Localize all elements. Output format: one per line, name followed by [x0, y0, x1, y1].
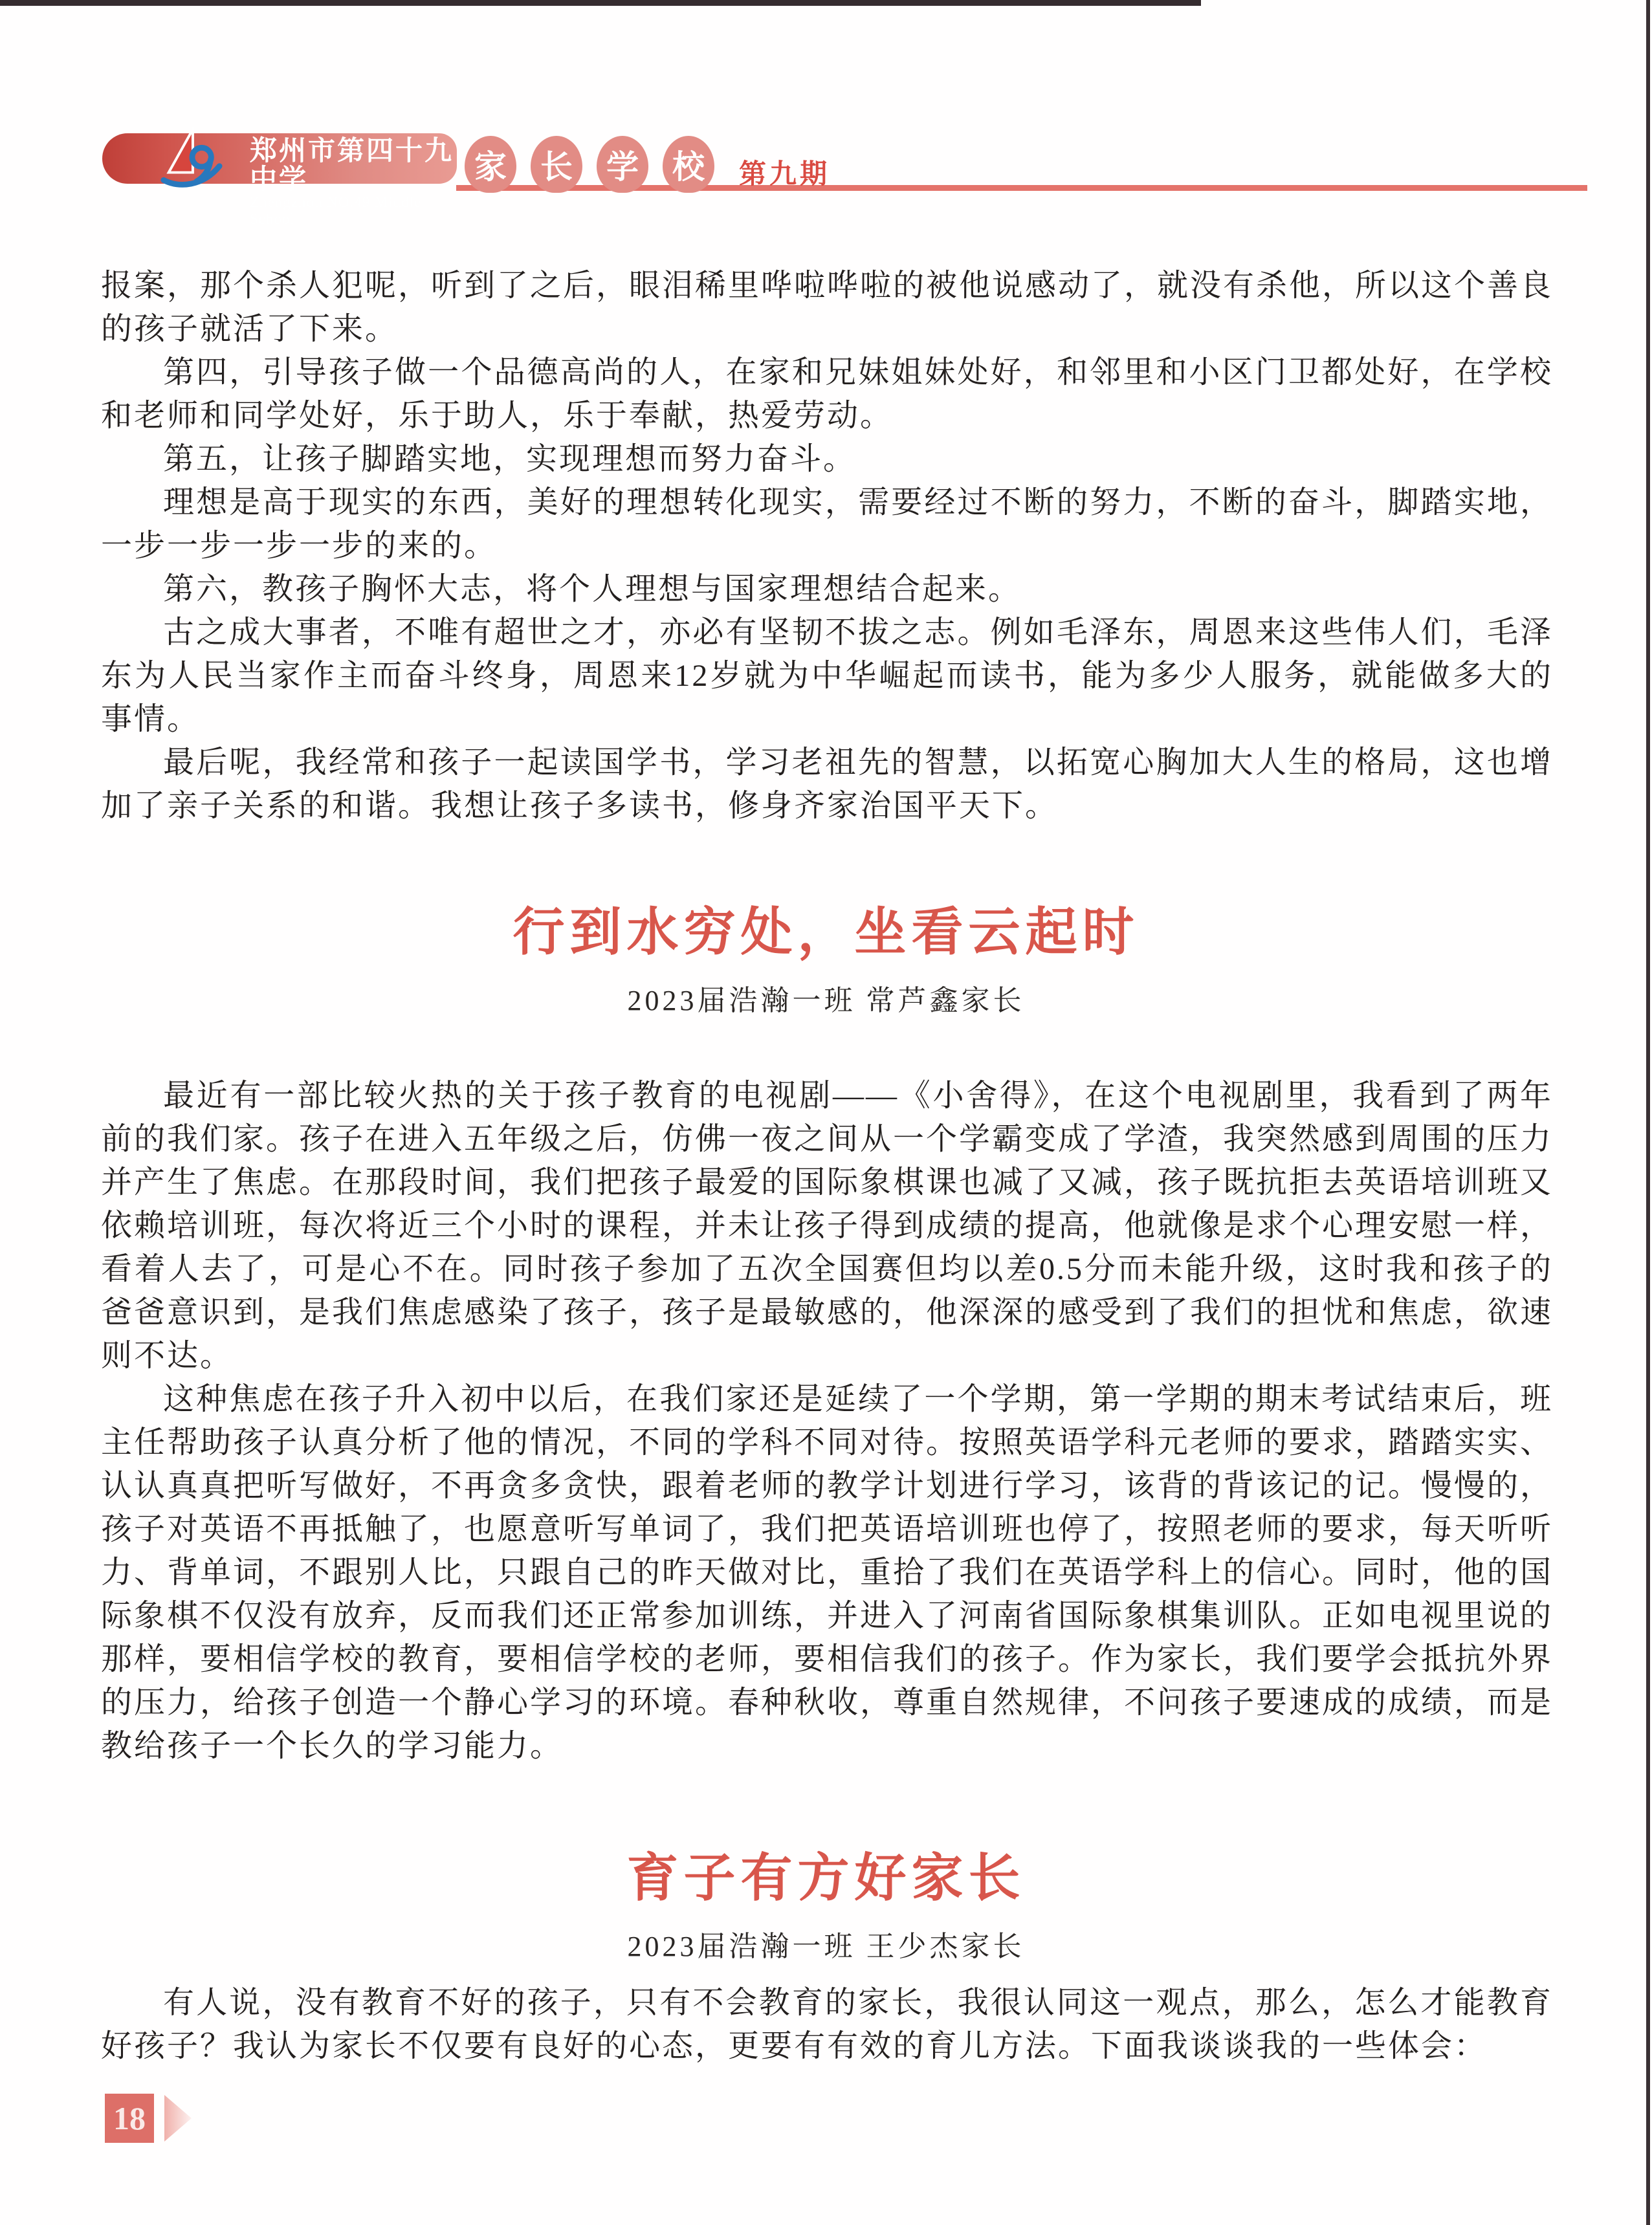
body-paragraph: 有人说，没有教育不好的孩子，只有不会教育的家长，我很认同这一观点，那么，怎么才能教育好孩子？我认为家长不仅要有良好的心态，更要有有效的育儿方法。下面我谈谈我的一些体会：: [101, 1986, 1553, 2063]
article2-byline: 2023届浩瀚一班 王少杰家长: [627, 1931, 1025, 1962]
body-paragraph: 第四，引导孩子做一个品德高尚的人，在家和兄妹姐妹处好，和邻里和小区门卫都处好，在学校和老师和同学处好，乐于助人，乐于奉献，热爱劳动。: [101, 355, 1553, 433]
body-paragraph: 报案，那个杀人犯呢，听到了之后，眼泪稀里哗啦哗啦的被他说感动了，就没有杀他，所以这个善良的孩子就活了下来。: [101, 269, 1554, 346]
school-name-en: Zhengzhou NO.49 Middle School: [250, 194, 422, 227]
article2-title: 育子有方好家长: [626, 1850, 1026, 1907]
badge-jia: 家: [465, 136, 516, 193]
body-paragraph: 第六，教孩子胸怀大志，将个人理想与国家理想结合起来。: [163, 572, 1022, 606]
school-logo-icon: [158, 127, 225, 190]
page-number-badge: 18: [105, 2094, 154, 2143]
article1-body: [101, 1074, 1553, 1768]
school-names: [250, 137, 457, 228]
badge-xue: 学: [597, 136, 648, 193]
article1-byline: 2023届浩瀚一班 常芦鑫家长: [627, 985, 1025, 1016]
body-paragraph: 最后呢，我经常和孩子一起读国学书，学习老祖先的智慧，以拓宽心胸加大人生的格局，这也增加了亲子关系的和谐。我想让孩子多读书，修身齐家治国平天下。: [101, 745, 1553, 823]
issue-label: 第九期: [739, 160, 831, 190]
masthead-badges: [465, 136, 714, 193]
body-paragraph: 古之成大事者，不唯有超世之才，亦必有坚韧不拔之志。例如毛泽东，周恩来这些伟人们，毛泽东为人民当家作主而奋斗终身，周恩来12岁就为中华崛起而读书，能为多少人服务，就能做多大的事情。: [101, 615, 1553, 736]
article2-body: [101, 1981, 1553, 2068]
badge-zhang: 长: [531, 136, 582, 193]
header-banner: [102, 133, 457, 227]
badge-xiao: 校: [663, 136, 714, 193]
page-arrow-icon: [164, 2095, 192, 2142]
body-paragraph: 这种焦虑在孩子升入初中以后，在我们家还是延续了一个学期，第一学期的期末考试结束后，班主任帮助孩子认真分析了他的情况，不同的学科不同对待。按照英语学科元老师的要求，踏踏实实、认认真真把听写做好，不再贪多贪快，跟着老师的教学计划进行学习，该背的背该记的记。慢慢的，孩子对英语不再抵触了，也愿意听写单词了，我们把英语培训班也停了，按照老师的要求，每天听听力、背单词，不跟别人比，只跟自己的昨天做对比，重拾了我们在英语学科上的信心。同时，他的国际象棋不仅没有放弃，反而我们还正常参加训练，并进入了河南省国际象棋集训队。正如电视里说的那样，要相信学校的教育，要相信学校的老师，要相信我们的孩子。作为家长，我们要学会抵抗外界的压力，给孩子创造一个静心学习的环境。春种秋收，尊重自然规律，不问孩子要速成的成绩，而是教给孩子一个长久的学习能力。: [101, 1382, 1554, 1763]
body-paragraph: 最近有一部比较火热的关于孩子教育的电视剧——《小舍得》，在这个电视剧里，我看到了两年前的我们家。孩子在进入五年级之后，仿佛一夜之间从一个学霸变成了学渣，我突然感到周围的压力并产生了焦虑。在那段时间，我们把孩子最爱的国际象棋课也减了又减，孩子既抗拒去英语培训班又依赖培训班，每次将近三个小时的课程，并未让孩子得到成绩的提高，他就像是求个心理安慰一样，看着人去了，可是心不在。同时孩子参加了五次全国赛但均以差0.5分而未能升级，这时我和孩子的爸爸意识到，是我们焦虑感染了孩子，孩子是最敏感的，他深深的感受到了我们的担忧和焦虑，欲速则不达。: [101, 1079, 1554, 1373]
body-paragraph: 理想是高于现实的东西，美好的理想转化现实，需要经过不断的努力，不断的奋斗，脚踏实地，一步一步一步一步的来的。: [101, 485, 1553, 563]
school-name-cn: 郑州市第四十九中学: [250, 137, 454, 195]
body-paragraph: 第五，让孩子脚踏实地，实现理想而努力奋斗。: [163, 442, 857, 476]
continuation-section: [101, 264, 1553, 828]
article1-title: 行到水穷处，坐看云起时: [512, 904, 1140, 961]
scan-artifact-top: [0, 0, 1201, 6]
